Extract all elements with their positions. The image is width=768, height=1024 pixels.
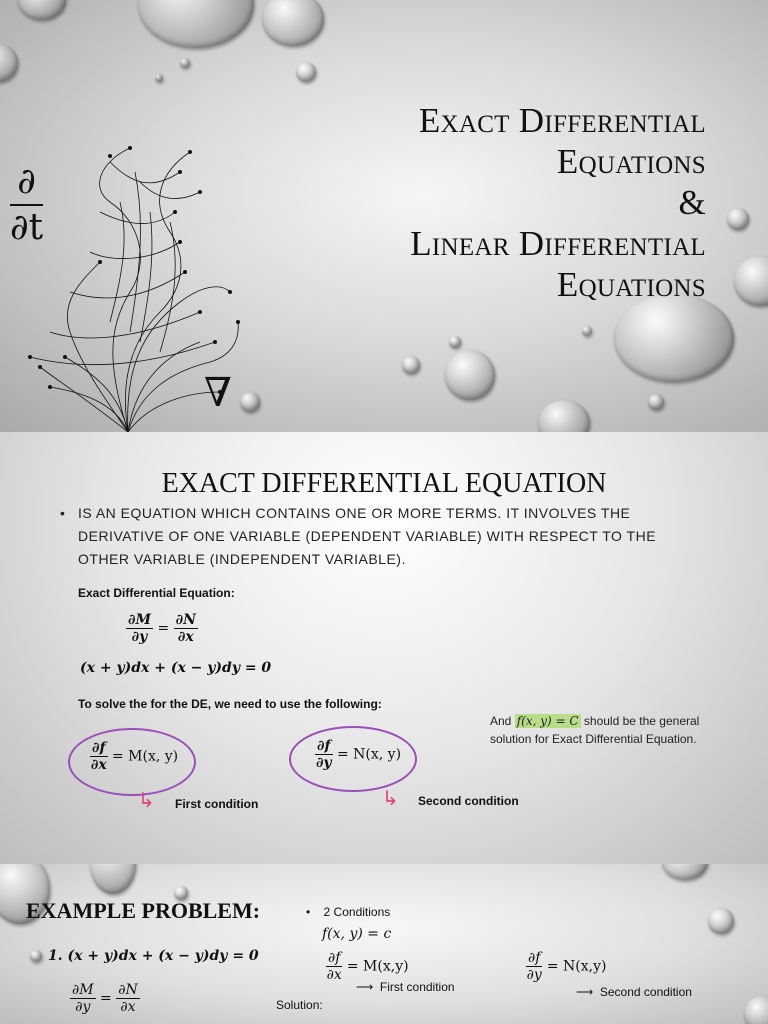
water-drop [30, 950, 42, 962]
water-drop [155, 74, 163, 82]
exactness-check: $\frac{\partial M}{\partial y}$ = $\frac{\partial N}{\partial x}$ [72, 982, 138, 1015]
slide-title: EXAMPLE PROBLEM: [26, 898, 261, 923]
title-line: Exact Differential [418, 101, 706, 140]
water-drop [90, 864, 136, 894]
water-drop [614, 294, 734, 382]
title-line: Equations [556, 265, 706, 304]
title-line: & [678, 183, 706, 222]
solution-label: Solution: [276, 998, 323, 1012]
general-solution-note: And f(x, y) = C should be the general solution for Exact Differential Equation. [490, 714, 700, 746]
water-drop [449, 336, 461, 348]
example-slide [0, 864, 768, 1024]
fxy-equation: f(x, y) = c [322, 926, 392, 942]
water-drop [727, 208, 749, 230]
arrow-icon: ↳ [138, 790, 155, 812]
general-solution-highlight: f(x, y) = C [516, 714, 579, 728]
condition-1-equation: $\frac{\partial f}{\partial x}$ = M(x, y) [90, 740, 179, 773]
cond2-equation: $\frac{\partial f}{\partial y}$ = N(x,y) [526, 950, 607, 983]
title-line: Linear Differential [410, 224, 706, 263]
water-drop [402, 356, 420, 374]
condition-1-label: First condition [175, 797, 259, 811]
cond1-equation: $\frac{\partial f}{\partial x}$ = M(x,y) [326, 950, 409, 983]
cond2-label: ⟶ Second condition [576, 985, 692, 999]
conditions-bullet: • 2 Conditions [306, 905, 391, 919]
exact-condition-equation: $\frac{\partial M}{\partial y}$ = $\frac{\partial N}{\partial x}$ [128, 612, 196, 645]
condition-2-equation: $\frac{\partial f}{\partial y}$ = N(x, y) [315, 738, 402, 771]
solve-label: To solve the for the DE, we need to use the following: [78, 697, 382, 711]
water-drop [296, 62, 316, 82]
water-drop [648, 394, 664, 410]
definition-bullet: • IS AN EQUATION WHICH CONTAINS ONE OR MORE TERMS. IT INVOLVES THE DERIVATIVE OF ONE VARIABLE (DEPENDENT VARIABLE) WITH RESPECT TO THE OTHER VARIABLE (INDEPENDENT VARIABLE). [60, 502, 710, 571]
example-equation: (x + y)dx + (x − y)dy = 0 [80, 660, 272, 676]
water-drop [708, 908, 734, 934]
title-line: Equations [556, 142, 706, 181]
bullet-dot: • [60, 505, 66, 521]
partial-derivative-symbol [10, 160, 43, 250]
problem-equation: 1. (x + y)dx + (x − y)dy = 0 [48, 948, 259, 964]
arrow-icon: ⟶ [576, 985, 594, 999]
partial-denominator: ∂t [10, 207, 44, 248]
water-drop [445, 350, 495, 400]
water-drop [744, 996, 768, 1024]
water-drop [734, 256, 768, 306]
arrow-icon: ↳ [382, 788, 399, 810]
water-drop [262, 0, 324, 46]
slide-title [410, 100, 706, 305]
water-drop [538, 400, 590, 432]
exact-label: Exact Differential Equation: [78, 586, 235, 600]
nabla-symbol: ∇ [204, 370, 232, 416]
slide-title: EXACT DIFFERENTIAL EQUATION [161, 468, 607, 499]
cond1-label: ⟶ First condition [356, 980, 455, 994]
water-drop [180, 58, 190, 68]
water-drop [662, 864, 708, 880]
water-drop [582, 326, 592, 336]
water-drop [18, 0, 66, 20]
condition-2-label: Second condition [418, 794, 519, 808]
partial-numerator: ∂ [10, 160, 43, 206]
arrow-icon: ⟶ [356, 980, 374, 994]
water-drop [138, 0, 254, 48]
definition-slide [0, 432, 768, 864]
title-slide [0, 0, 768, 432]
water-drop [0, 44, 18, 82]
